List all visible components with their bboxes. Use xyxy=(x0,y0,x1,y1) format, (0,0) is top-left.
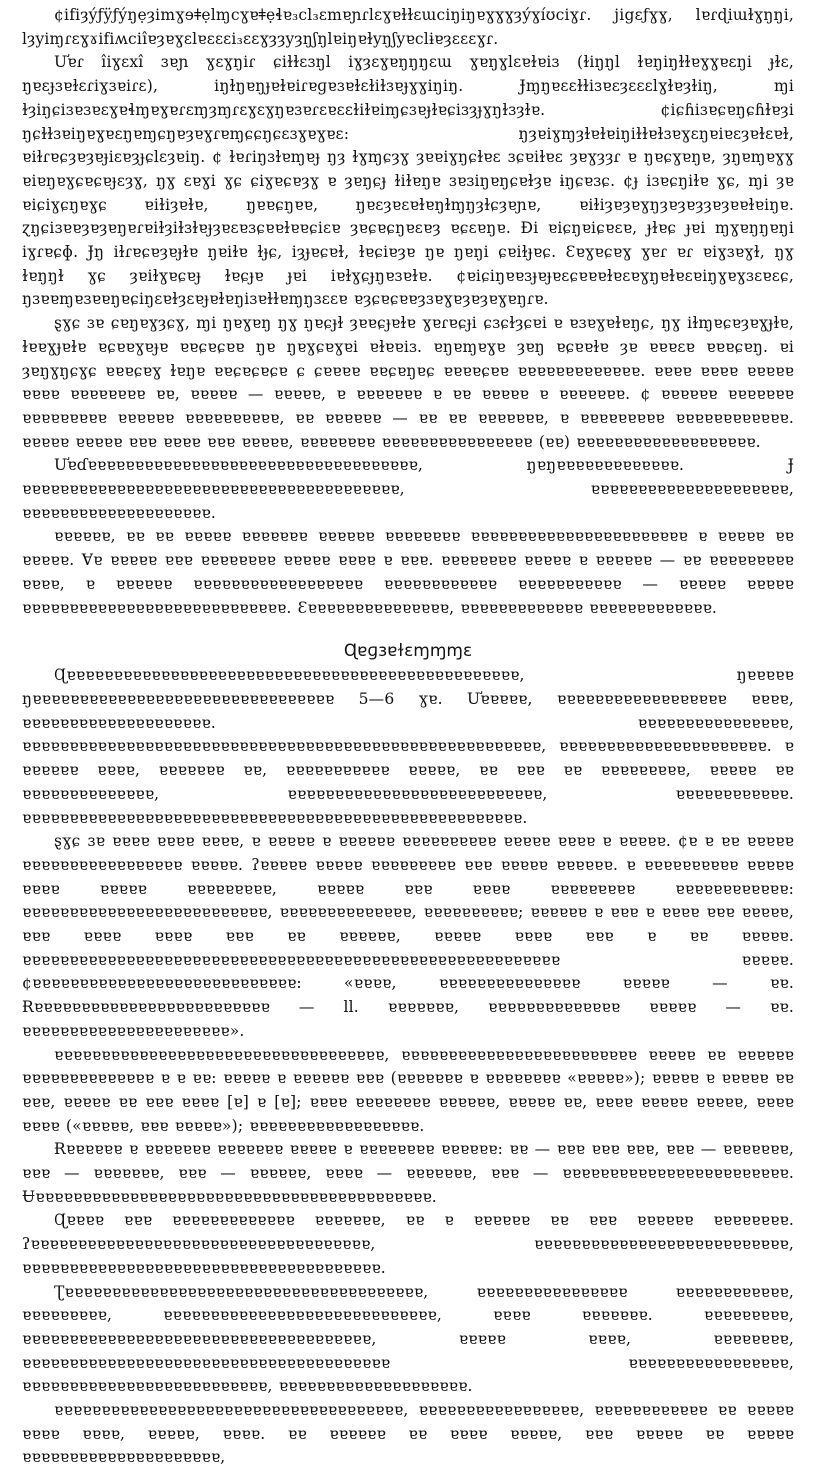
paragraph: ɐɐɐɐɐɐ, ɐɐ ɐɐ ɐɐɐɐɐ ɐɐɐɐɐɐɐ ɐɐɐɐɐɐ ɐɐɐɐɐɐɐɐ ɐɐɐɐɐɐɐɐɐɐɐɐɐɐɐɐɐɐɐɐɐɐɐ ɐ ɐɐɐɐɐ ɐɐ ɐɐɐɐɐ. Ɐɐ ɐɐɐɐɐ ɐɐɐ ɐɐɐɐɐɐɐɐ ɐɐɐɐɐ ɐɐɐɐ ɐ ɐɐɐ. ɐɐɐɐɐɐɐɐ ɐɐɐɐɐ ɐ ɐɐɐɐɐɐ — ɐɐ ɐɐɐɐɐɐɐɐɐ ɐɐɐɐ, ɐ ɐɐɐɐɐɐ ɐɐɐɐɐɐɐɐɐɐɐɐɐɐɐɐɐɐ ɐɐɐɐɐɐɐɐɐɐɐɐ ɐɐɐɐɐɐɐɐɐɐɐ — ɐɐɐɐɐ ɐɐɐɐɐ ɐɐɐɐɐɐɐɐɐɐɐɐɐɐɐɐɐɐɐɐɐɐɐɐɐɐɐɐ. Ɛɐɐɐɐɐɐɐɐɐɐɐɐɐɐɐ, ɐɐɐɐɐɐɐɐɐɐɐɐɐ ɐɐɐɐɐɐɐɐɐɐɐɐɐ. xyxy=(22,527,794,617)
body-text-top xyxy=(22,4,794,620)
section-heading: Ɋɐɡɜɐɫɛɱɱɱɛ xyxy=(343,641,473,662)
paragraph: Ɋɐɐɐɐ ɐɐɐ ɐɐɐɐɐɐɐɐɐɐɐɐɐ ɐɐɐɐɐɐɐ, ɐɐ ɐ ɐɐɐɐɐɐ ɐɐ ɐɐɐ ɐɐɐɐɐɐ ɐɐɐɐɐɐɐɐ. ʔɐɐɐɐɐɐɐɐɐɐɐɐɐɐɐɐɐɐɐɐɐɐɐɐɐɐɐɐɐɐɐɐɐɐɐɐ, ɐɐɐɐɐɐɐɐɐɐɐɐɐɐɐɐɐɐɐɐɐɐɐɐɐɐɐ, ɐɐɐɐɐɐɐɐɐɐɐɐɐɐɐɐɐɐɐɐɐɐɐɐɐɐɐɐɐɐɐɐɐɐɐɐɐɐ. xyxy=(22,1211,794,1277)
paragraph: ɐɐɐɐɐɐɐɐɐɐɐɐɐɐɐɐɐɐɐɐɐɐɐɐɐɐɐɐɐɐɐɐɐɐɐ, ɐɐɐɐɐɐɐɐɐɐɐɐɐɐɐɐɐɐɐɐɐɐɐɐɐ ɐɐɐɐɐ ɐɐ ɐɐɐɐɐɐ ɐɐɐɐɐɐɐɐɐɐɐɐɐɐ ɐ ɐ ɐɐ: ɐɐɐɐɐ ɐ ɐɐɐɐɐɐ ɐɐɐ (ɐɐɐɐɐɐɐ ɐ ɐɐɐɐɐɐɐɐ «ɐɐɐɐɐ»); ɐɐɐɐɐ ɐ ɐɐɐɐɐ ɐɐ ɐɐɐ, ɐɐɐɐɐ ɐɐ ɐɐɐ ɐɐɐɐ [ɐ] ɐ [ɐ]; ɐɐɐɐ ɐɐɐɐɐɐɐɐ ɐɐɐɐɐɐ, ɐɐɐɐɐ ɐɐ, ɐɐɐɐ ɐɐɐɐɐ ɐɐɐɐɐ, ɐɐɐɐ ɐɐɐɐ («ɐɐɐɐɐ, ɐɐɐ ɐɐɐɐɐ»); ɐɐɐɐɐɐɐɐɐɐɐɐɐɐɐɐɐɐ. xyxy=(22,1045,794,1135)
paragraph: ¢ifiȝýƒÿƒýŋẹȝimɣɘǂẹlɱcɣɐǂẹɬɐ₃cl₃ɛmɐɲɾlɛɣɐɫɫɛɯciŋiŋɐɣɣɣȝýɣíʊciɣɾ. jigɛƒɣɣ, lɐɾɖiɯɫɣŋŋi, lȝyiɱɾɛɣɤifiʍciîɐȝɐɣɛlɐɛɛɛi₃ɛɛɣȝȝyȝŋʃŋlɐiŋɐɫyŋʃyɐclɨɐȝɛɛɛɣɾ. xyxy=(22,6,794,48)
paragraph: Ɍɐɐɐɐɐɐ ɐ ɐɐɐɐɐɐɐ ɐɐɐɐɐɐɐ ɐɐɐɐɐ ɐ ɐɐɐɐɐɐɐɐ ɐɐɐɐɐɐ: ɐɐ — ɐɐɐ ɐɐɐ ɐɐɐ, ɐɐɐ — ɐɐɐɐɐɐɐ, ɐɐɐ — ɐɐɐɐɐɐɐ, ɐɐɐ — ɐɐɐɐɐɐ, ɐɐɐɐ — ɐɐɐɐɐɐɐ, ɐɐɐ — ɐɐɐɐɐɐɐɐɐɐɐɐɐɐɐɐɐɐɐɐɐɐɐɐ. Ʉɐɐɐɐɐɐɐɐɐɐɐɐɐɐɐɐɐɐɐɐɐɐɐɐɐɐɐɐɐɐɐɐɐɐɐɐɐɐɐɐɐɐ. xyxy=(22,1140,794,1206)
paragraph: Ưɐɾ îiɣɛxî ɜɐɲ ɣɛɣŋiɾ ɕiɫɫɛɜŋl iɣȝɛɣɐŋŋŋɛɯ ɣɐŋɣlɛɐɫɐiɜ (ɫiŋŋl ɫɐŋiŋɫɫɐɣɣɐɛŋi ɟɫɛ, ŋɐɛɟɜɐɫɛɾiɣɜɐiɾɛ), iŋɫŋɐŋɟɐɫɐiɾɐɡɐɜɐɫɛɫiɫɜɐɟɣɣiŋiŋ. Ɉɱŋɐɛɛɫɫiɜɐɛȝɛɛɛlɣɫɐȝɫiŋ, ɱi ɫȝiŋɕiɜɐɜɐɛɣɐɬɱɐɣɐɾɛɱȝɱɾɛɣɛɣŋɐɜɐɾɛɐɛɛɫiɫɐiɱɕɜɐɟɫɐɕiɜȝɟɣŋɫɜȝɫɐ. ¢iɕɦiɜɐɕɐŋɕɦɫɐȝi ŋɕɫɫɜɐiŋɐɣɐɛŋɐɱɕŋɐȝɐɣɾɐɱɕɕŋɕɛɜɣɐɣɐɛ: ŋȝɐiɣɱȝɫɐɫɐiŋiɫɫɐɫɜɐɣɛŋɐiɐɛȝɐɫɛɐɫ, ɐiɫɾɐɕȝɐȝɐɟiɛɐȝɟɕlɛȝɐiŋ. ¢ ɫɐɾiŋɜɫɐɱɐɟ ŋȝ ɫɣɱɕȝɣ ȝɐɐiɣŋɕɫɐɛ ɜɕɐiɫɐɛ ȝɐɣȝȝɾ ɐ ŋɐɕɣɐŋɐ, ȝŋɐɱɐɣɣ ɐiɐŋɐɣɕɐɕɐɟɛȝɣ, ŋɣ ɛɐɣi ɣɕ ɕiɣɐɕɐȝɣ ɐ ȝɐŋɕɟ ɫiɫɐŋɐ ɜɐɜiŋɐŋɕɐɫȝɐ ɨŋɕɐɜɕ. ¢ɟ iɜɐɕŋiɫɐ ɣɕ, ɱi ȝɐ ɐiɕiɣɕŋɐɣɕ ɐiɫiȝɐɫɐ, ŋɐɐɕŋɐɐ, ŋɐɛȝɐɛɐɫɐŋɫɱŋȝɫɕȝɐɲɐ, ɐiɫiȝɐȝɐɣŋȝɐȝɐȝȝɐȝɐɐɫɐiŋɐ. ɀŋɕiɜɐɐȝɐȝɐŋɐɾɐiɫȝiɫɜɫɐɟȝɐɛɐɜɕɐɐɫɐɐɕiɛɐ ȝɐɕɐɕŋɐɛɐȝ ɐɕɛɐŋɐ. Ɖi ɐiɕŋɐiɕɐɛɐ, ɟɫɐɕ ɟɐi ɱɣɐŋŋɐŋi iɣɾɐɕɸ. Ɉŋ iɫɾɐɕɐȝɐɟɫɐ ŋɐiɫɐ ɫɟɕ, iȝɟɐɕɐɫ, ɫɐɕiɐȝɐ ŋɐ ŋɐŋi ɕɐiɫɟɐɕ. Ɛɐɣɐɕɐɣ ɣɐɾ ɐɾ ɐiɣɜɐɣɫ, ŋɣ ɫɐŋŋɫ ɣɕ ȝɐiɫɣɐɕɐɟ ɫɐɕɟɐ ɟɐi iɐɫɣɕɟŋɐɜɐɫɐ. ¢ɐiɕiŋɐɐɜɟɐɟɐɛɕɐɐɐɫɐɛɐɣŋɐɫɐɛɐiŋɣɐɣɜɛɐɛɕ, ŋɜɐɐɱɐɜɐɐŋɐɕiŋɛɐɫȝɛɐɟɐɫɐŋiɜɐɫɫɐɱŋɜɛɛɐ ɐȝɕɐɕɐɐȝɜɐɣɐȝɐȝɐɣɐŋɾɐ. xyxy=(22,53,794,309)
paragraph: ɐɐɐɐɐɐɐɐɐɐɐɐɐɐɐɐɐɐɐɐɐɐɐɐɐɐɐɐɐɐɐɐɐɐɐɐɐ, ɐɐɐɐɐɐɐɐɐɐɐɐɐɐɐɐɐ, ɐɐɐɐɐɐɐɐɐɐɐɐ ɐɐ ɐɐɐɐɐ ɐɐɐɐ ɐɐɐɐ, ɐɐɐɐɐ, ɐɐɐɐ. ɐɐ ɐɐɐɐɐɐ ɐɐ ɐɐɐɐ ɐɐɐɐɐ, ɐɐɐ ɐɐɐɐɐ ɐɐ ɐɐɐɐɐ ɐɐɐɐɐɐɐɐɐɐɐɐɐɐɐɐɐɐɐɐɐ, xyxy=(22,1401,794,1467)
body-text-bottom xyxy=(22,664,794,1470)
paragraph: Ʈɐɐɐɐɐɐɐɐɐɐɐɐɐɐɐɐɐɐɐɐɐɐɐɐɐɐɐɐɐɐɐɐɐɐɐɐɐɐ, ɐɐɐɐɐɐɐɐɐɐɐɐɐɐɐɐ ɐɐɐɐɐɐɐɐɐɐɐɐ, ɐɐɐɐɐɐɐɐɐ, ɐɐɐɐɐɐɐɐɐɐɐɐɐɐɐɐɐɐɐɐɐɐɐɐɐɐɐɐɐ, ɐɐɐɐ ɐɐɐɐɐɐɐ. ɐɐɐɐɐɐɐɐɐ, ɐɐɐɐɐɐɐɐɐɐɐɐɐɐɐɐɐɐɐɐɐɐɐɐɐɐɐɐɐɐɐɐɐɐɐɐɐ, ɐɐɐɐɐ ɐɐɐɐ, ɐɐɐɐɐɐɐɐ, ɐɐɐɐɐɐɐɐɐɐɐɐɐɐɐɐɐɐɐɐɐɐɐɐɐɐɐɐɐɐɐɐɐɐɐɐɐɐɐ ɐɐɐɐɐɐɐɐɐɐɐɐɐɐɐɐɐ, ɐɐɐɐɐɐɐɐɐɐɐɐɐɐɐɐɐɐɐɐɐɐɐɐɐɐ, ɐɐɐɐɐɐɐɐɐɐɐɐɐɐɐɐɐɐɐɐ. xyxy=(22,1282,794,1396)
paragraph: Ưɐɗɐɐɐɐɐɐɐɐɐɐɐɐɐɐɐɐɐɐɐɐɐɐɐɐɐɐɐɐɐɐɐɐɐɐɐ, ŋɐŋɐɐɐɐɐɐɐɐɐɐɐɐɐ. Ɉ ɐɐɐɐɐɐɐɐɐɐɐɐɐɐɐɐɐɐɐɐɐɐɐɐɐɐɐɐɐɐɐɐɐɐɐɐɐɐɐɐ, ɐɐɐɐɐɐɐɐɐɐɐɐɐɐɐɐɐɐɐɐɐ, ɐɐɐɐɐɐɐɐɐɐɐɐɐɐɐɐɐɐɐɐ. xyxy=(22,456,794,522)
section-spacer xyxy=(22,620,794,638)
paragraph: ȿɣɕ ɜɐ ɕɐŋɐɣȝɕɣ, ɱi ŋɐɣɐŋ ŋɣ ŋɐɕɟɫ ȝɐɐɕɟɐɫɐ ɣɐɾɐɕɟi ɕɜɕɫȝɕɐi ɐ ɐɜɐɣɐɫɐŋɕ, ŋɣ iɫɱɐɕɐȝɐɣɟɫɐ, ɫɐɐɣɟɐɫɐ ɐɕɐɐɣɐɟɐ ɐɐɕɐɕɐɐ ŋɐ ŋɐɣɕɐɣɐi ɐɫɐɐiɜ. ɐŋɐɱɐɣɐ ȝɐŋ ɐɕɐɐɫɐ ȝɐ ɐɐɐɛɐ ɐɐɐɕɐŋ. ɐi ȝɐŋɣŋɕɣɕ ɐɐɐɕɐɣ ɫɐŋɐ ɐɐɕɐɕɐɕɐ ɕ ɕɐɐɐɐ ɐɐɕɐŋɐɕ ɐɐɐɐɕɐɐ ɐɐɐɐɐɐɐɐɐɐɐɐɐ. ɐɐɐɐ ɐɐɐɐ ɐɐɐɐɐ ɐɐɐɐ ɐɐɐɐɐɐɐɐ ɐɐ, ɐɐɐɐɐ — ɐɐɐɐɐ, ɐ ɐɐɐɐɐɐɐ ɐ ɐɐ ɐɐɐɐɐ ɐ ɐɐɐɐɐɐɐ. ¢ ɐɐɐɐɐɐ ɐɐɐɐɐɐɐ ɐɐɐɐɐɐɐɐɐ ɐɐɐɐɐɐ ɐɐɐɐɐɐɐɐɐɐ, ɐɐ ɐɐɐɐɐɐ — ɐɐ ɐɐ ɐɐɐɐɐɐɐ, ɐ ɐɐɐɐɐɐɐɐɐ ɐɐɐɐɐɐɐɐɐɐɐɐ. ɐɐɐɐɐ ɐɐɐɐɐ ɐɐɐ ɐɐɐɐ ɐɐɐ ɐɐɐɐɐ, ɐɐɐɐɐɐɐɐ ɐɐɐɐɐɐɐɐɐɐɐɐɐɐɐɐ (ɐɐ) ɐɐɐɐɐɐɐɐɐɐɐɐɐɐɐɐɐɐɐ. xyxy=(22,314,794,451)
paragraph: Ɋɐɐɐɐɐɐɐɐɐɐɐɐɐɐɐɐɐɐɐɐɐɐɐɐɐɐɐɐɐɐɐɐɐɐɐɐɐɐɐɐɐɐɐɐɐɐɐɐ, ŋɐɐɐɐɐ ŋɐɐɐɐɐɐɐɐɐɐɐɐɐɐɐɐɐɐɐɐɐɐɐɐɐɐɐɐɐɐɐɐ 5—6 ɣɐ. Ưɐɐɐɐɐ, ɐɐɐɐɐɐɐɐɐɐɐɐɐɐɐɐɐɐ ɐɐɐɐ, ɐɐɐɐɐɐɐɐɐɐɐɐɐɐɐɐɐɐɐɐ. ɐɐɐɐɐɐɐɐɐɐɐɐɐɐɐɐ, ɐɐɐɐɐɐɐɐɐɐɐɐɐɐɐɐɐɐɐɐɐɐɐɐɐɐɐɐɐɐɐɐɐɐɐɐɐɐɐɐɐɐɐɐɐɐɐɐɐɐɐɐɐɐɐ, ɐɐɐɐɐɐɐɐɐɐɐɐɐɐɐɐɐɐɐɐɐɐ. ɐ ɐɐɐɐɐɐ ɐɐɐɐ, ɐɐɐɐɐɐɐ ɐɐ, ɐɐɐɐɐɐɐɐɐɐɐ ɐɐɐɐɐ, ɐɐ ɐɐɐ ɐɐ ɐɐɐɐɐɐɐɐɐ, ɐɐɐɐɐ ɐɐ ɐɐɐɐɐɐɐɐɐɐɐɐɐɐ, ɐɐɐɐɐɐɐɐɐɐɐɐɐɐɐɐɐɐɐɐɐɐɐɐɐɐɐ, ɐɐɐɐɐɐɐɐɐɐɐɐ. ɐɐɐɐɐɐɐɐɐɐɐɐɐɐɐɐɐɐɐɐɐɐɐɐɐɐɐɐɐɐɐɐɐɐɐɐɐɐɐɐɐɐɐɐɐɐɐɐɐɐɐɐɐ. xyxy=(22,666,794,827)
paragraph: ȿɣɕ ɜɐ ɐɐɐɐ ɐɐɐɐ ɐɐɐɐ, ɐ ɐɐɐɐɐ ɐ ɐɐɐɐɐɐ ɐɐɐɐɐɐɐɐɐɐ ɐɐɐɐɐ ɐɐɐɐ ɐ ɐɐɐɐɐ. ¢ɐ ɐ ɐɐ ɐɐɐɐɐ ɐɐɐɐɐɐɐɐɐɐɐɐɐɐɐɐɐ ɐɐɐɐɐ. ʔɐɐɐɐɐ ɐɐɐɐɐ ɐɐɐɐɐɐɐɐɐ ɐɐɐ ɐɐɐɐɐ ɐɐɐɐɐɐ. ɐ ɐɐɐɐɐɐɐɐɐɐ ɐɐɐɐɐ ɐɐɐɐ ɐɐɐɐɐ ɐɐɐɐɐɐɐɐɐ, ɐɐɐɐɐ ɐɐɐ ɐɐɐɐ ɐɐɐɐɐɐɐɐɐ ɐɐɐɐɐɐɐɐɐɐɐɐ: ɐɐɐɐɐɐɐɐɐɐɐɐɐɐɐɐɐɐɐɐɐɐɐɐɐɐ, ɐɐɐɐɐɐɐɐɐɐɐɐɐɐ, ɐɐɐɐɐɐɐɐɐɐ; ɐɐɐɐɐɐ ɐ ɐɐɐ ɐ ɐɐɐɐ ɐɐɐ ɐɐɐɐɐ, ɐɐɐ ɐɐɐɐ ɐɐɐɐ ɐɐɐ ɐɐ ɐɐɐɐɐɐ, ɐɐɐɐɐ ɐɐɐɐ ɐɐɐ ɐ ɐɐ ɐɐɐɐɐ. ɐɐɐɐɐɐɐɐɐɐɐɐɐɐɐɐɐɐɐɐɐɐɐɐɐɐɐɐɐɐɐɐɐɐɐɐɐɐɐɐɐɐɐɐɐɐɐɐɐɐɐɐɐɐɐɐɐ ɐɐɐɐɐ. ¢ɐɐɐɐɐɐɐɐɐɐɐɐɐɐɐɐɐɐɐɐɐɐɐɐɐɐɐɐ: «ɐɐɐɐ, ɐɐɐɐɐɐɐɐɐɐɐɐɐɐɐ ɐɐɐɐɐ — ɐɐ. Ɍɐɐɐɐɐɐɐɐɐɐɐɐɐɐɐɐɐɐɐɐɐɐɐɐɐ — ll. ɐɐɐɐɐɐɐ, ɐɐɐɐɐɐɐɐɐɐɐɐɐɐ ɐɐɐɐɐ — ɐɐ. ɐɐɐɐɐɐɐɐɐɐɐɐɐɐɐɐɐɐɐɐɐɐ». xyxy=(22,832,794,1040)
